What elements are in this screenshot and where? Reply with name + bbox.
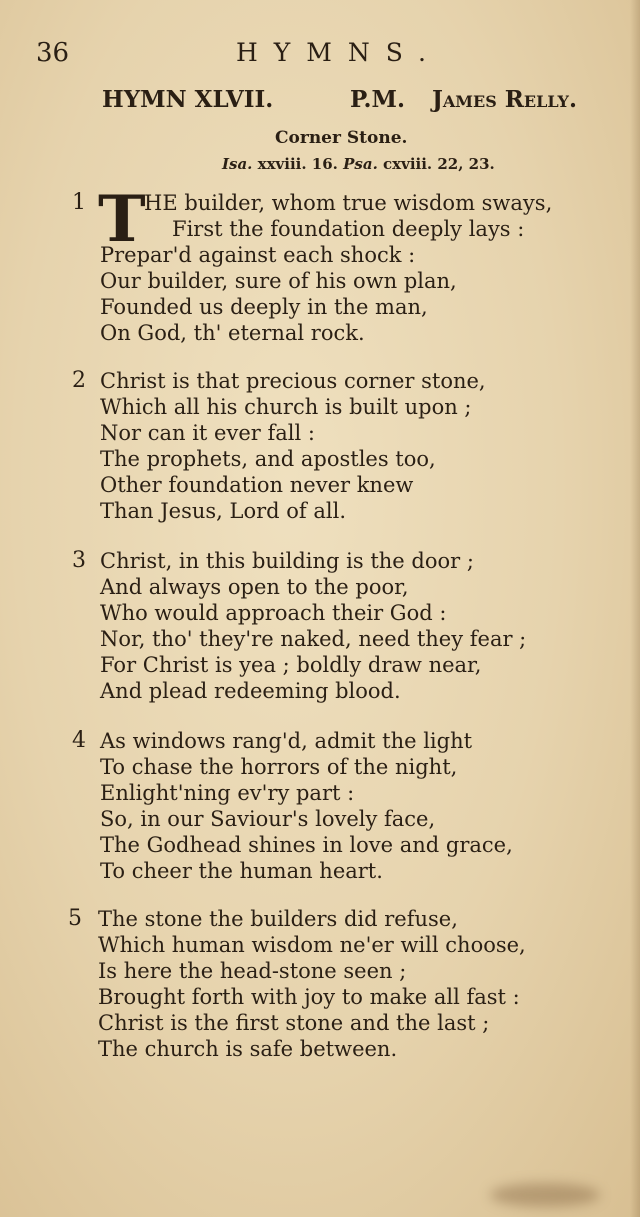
verse-line: For Christ is yea ; boldly draw near, [100, 653, 482, 677]
verse-line: To chase the horrors of the night, [100, 755, 458, 779]
scripture-ref-1: xxviii. 16. [257, 155, 338, 173]
verse-line: First the foundation deeply lays : [172, 217, 525, 241]
verse-line: Other foundation never knew [100, 473, 414, 497]
verse-line: Who would approach their God : [100, 601, 447, 625]
drop-cap: T [98, 182, 146, 257]
scripture-book-1: Isa. [222, 155, 253, 173]
stanza-number: 1 [72, 190, 86, 215]
running-head [36, 38, 596, 78]
page-number: 36 [36, 38, 70, 68]
verse-line: Founded us deeply in the man, [100, 295, 428, 319]
verse-line: To cheer the human heart. [100, 859, 383, 883]
verse-line: Is here the head-stone seen ; [98, 959, 407, 983]
page-edge-shadow [630, 0, 640, 1217]
verse-line: Prepar'd against each shock : [100, 243, 416, 267]
running-head-title: HYMNS. [236, 38, 442, 67]
verse-line: Which all his church is built upon ; [100, 395, 472, 419]
stanza-number: 4 [72, 728, 86, 753]
hymn-subtitle: Corner Stone. [275, 128, 408, 148]
hymn-meter: P.M. [350, 86, 405, 113]
verse-line: HE builder, whom true wisdom sways, [144, 191, 553, 215]
verse-line: And always open to the poor, [100, 575, 409, 599]
hymn-number: HYMN XLVII. [102, 86, 274, 113]
verse-line: Christ is the first stone and the last ; [98, 1011, 490, 1035]
verse-line: Which human wisdom ne'er will choose, [98, 933, 526, 957]
verse-line: Than Jesus, Lord of all. [100, 499, 346, 523]
verse-line: So, in our Saviour's lovely face, [100, 807, 436, 831]
hymn-heading [102, 86, 622, 118]
verse-line: The stone the builders did refuse, [98, 907, 458, 931]
verse-line: On God, th' eternal rock. [100, 321, 365, 345]
verse-line: And plead redeeming blood. [100, 679, 401, 703]
stanza-number: 3 [72, 548, 86, 573]
scripture-book-2: Psa. [343, 155, 378, 173]
verse-line: Christ is that precious corner stone, [100, 369, 486, 393]
scripture-ref-2: cxviii. 22, 23. [383, 155, 495, 173]
scripture-reference [222, 155, 495, 173]
verse-line: The church is safe between. [98, 1037, 398, 1061]
stanza-number: 2 [72, 368, 86, 393]
verse-line: As windows rang'd, admit the light [100, 729, 473, 753]
page-stain [490, 1183, 600, 1207]
hymn-author: James Relly. [432, 86, 577, 113]
verse-line: Nor can it ever fall : [100, 421, 315, 445]
stanza-number: 5 [68, 906, 82, 931]
verse-line: Christ, in this building is the door ; [100, 549, 474, 573]
verse-line: Nor, tho' they're naked, need they fear ; [100, 627, 527, 651]
verse-line: Our builder, sure of his own plan, [100, 269, 457, 293]
verse-line: The prophets, and apostles too, [100, 447, 436, 471]
verse-line: Brought forth with joy to make all fast : [98, 985, 520, 1009]
verse-line: Enlight'ning ev'ry part : [100, 781, 355, 805]
verse-line: The Godhead shines in love and grace, [100, 833, 513, 857]
